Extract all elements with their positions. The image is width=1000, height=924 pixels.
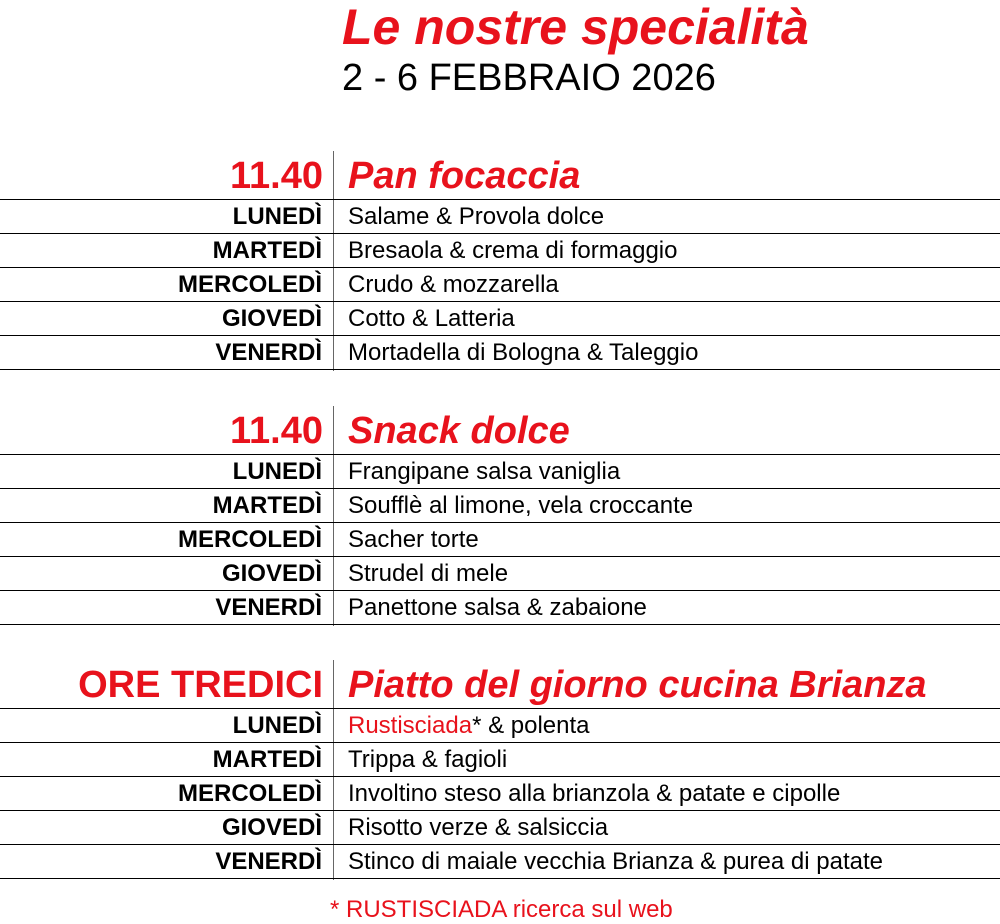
day-label: VENERDÌ	[215, 594, 322, 621]
menu-row	[0, 743, 1000, 777]
dish-rest: * & polenta	[472, 712, 590, 739]
dish-text: Panettone salsa & zabaione	[348, 594, 647, 621]
page-title: Le nostre specialità	[342, 0, 809, 55]
section-header	[0, 151, 1000, 200]
menu-row	[0, 200, 1000, 234]
section-piatto-del-giorno	[0, 660, 1000, 879]
menu-row	[0, 845, 1000, 879]
day-label: LUNEDÌ	[232, 203, 322, 230]
dish-text: Bresaola & crema di formaggio	[348, 237, 678, 264]
dish-text: Cotto & Latteria	[348, 305, 515, 332]
section-time: 11.40	[230, 410, 323, 452]
dish-highlight: Rustisciada	[348, 712, 473, 739]
dish-text: Crudo & mozzarella	[348, 271, 559, 298]
menu-row	[0, 234, 1000, 268]
dish-text: Strudel di mele	[348, 560, 509, 587]
day-label: LUNEDÌ	[232, 712, 322, 739]
day-label: VENERDÌ	[215, 848, 322, 875]
menu-row	[0, 268, 1000, 302]
dish-text: Sacher torte	[348, 526, 479, 553]
section-time: 11.40	[230, 155, 323, 197]
day-label: MARTEDÌ	[212, 492, 322, 519]
day-label: GIOVEDÌ	[221, 560, 322, 587]
menu-row	[0, 777, 1000, 811]
day-label: MARTEDÌ	[212, 746, 322, 773]
dish-text: Trippa & fagioli	[348, 746, 508, 773]
section-snack-dolce	[0, 406, 1000, 625]
day-label: LUNEDÌ	[232, 458, 322, 485]
menu-row	[0, 557, 1000, 591]
section-title: Snack dolce	[348, 410, 570, 452]
section-title: Piatto del giorno cucina Brianza	[348, 664, 927, 706]
day-label: VENERDÌ	[215, 339, 322, 366]
day-label: MARTEDÌ	[212, 237, 322, 264]
section-header	[0, 406, 1000, 455]
day-label: MERCOLEDÌ	[178, 271, 322, 298]
dish-text: Risotto verze & salsiccia	[348, 814, 609, 841]
dish-text: Mortadella di Bologna & Taleggio	[348, 339, 699, 366]
dish-text: Stinco di maiale vecchia Brianza & purea di patate	[348, 848, 883, 875]
menu-row	[0, 302, 1000, 336]
menu-row	[0, 523, 1000, 557]
section-header	[0, 660, 1000, 709]
day-label: GIOVEDÌ	[221, 814, 322, 841]
footnote: * RUSTISCIADA ricerca sul web	[330, 896, 673, 923]
menu-row	[0, 709, 1000, 743]
dish-text: Soufflè al limone, vela croccante	[348, 492, 694, 519]
date-range: 2 - 6 FEBBRAIO 2026	[342, 57, 716, 99]
day-label: GIOVEDÌ	[221, 305, 322, 332]
menu-row	[0, 455, 1000, 489]
day-label: MERCOLEDÌ	[178, 780, 322, 807]
section-pan-focaccia	[0, 151, 1000, 370]
menu-row	[0, 811, 1000, 845]
section-title: Pan focaccia	[348, 155, 581, 197]
dish-text: Involtino steso alla brianzola & patate e cipolle	[348, 780, 841, 807]
dish-text: Frangipane salsa vaniglia	[348, 458, 621, 485]
menu-row	[0, 591, 1000, 625]
section-time: ORE TREDICI	[78, 664, 323, 706]
dish-text: Salame & Provola dolce	[348, 203, 605, 230]
menu-row	[0, 489, 1000, 523]
dish-text	[348, 712, 589, 740]
day-label: MERCOLEDÌ	[178, 526, 322, 553]
menu-row	[0, 336, 1000, 370]
